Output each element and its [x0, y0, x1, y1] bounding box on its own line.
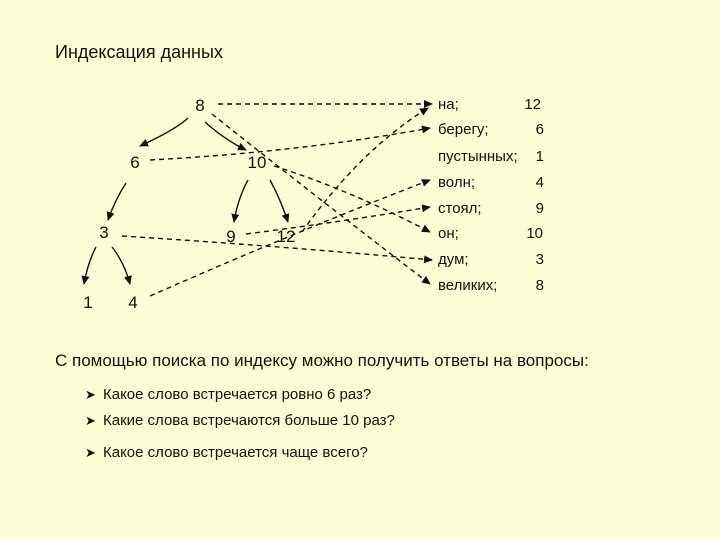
index-count: 6 [535, 121, 544, 138]
index-word: великих; [438, 277, 498, 294]
question-text: Какое слово встречается чаще всего? [103, 444, 368, 461]
question-item [85, 411, 395, 437]
index-count: 1 [535, 148, 544, 165]
edge-3-1 [84, 247, 96, 284]
index-count: 3 [535, 251, 544, 268]
tree-node-3: 3 [99, 223, 109, 242]
tree-node-6: 6 [130, 153, 140, 172]
tree-node-12: 12 [276, 227, 296, 246]
edge-8-10 [205, 122, 246, 150]
index-word: берегу; [438, 121, 489, 138]
tree-node-10: 10 [247, 153, 267, 172]
tree-node-4: 4 [128, 293, 138, 312]
index-word: волн; [438, 174, 476, 191]
index-word: пустынных; [438, 148, 518, 165]
index-count: 8 [535, 277, 544, 294]
question-text: Какие слова встречаются больше 10 раз? [103, 412, 395, 429]
questions-intro: С помощью поиска по индексу можно получить ответы на вопросы: [55, 351, 589, 370]
index-count: 12 [524, 96, 541, 113]
arrow-bullet-icon: ➤ [85, 413, 96, 428]
edge-3-4 [112, 247, 130, 284]
question-item [85, 443, 395, 469]
arrow-bullet-icon: ➤ [85, 387, 96, 402]
tree-node-1: 1 [83, 293, 93, 312]
link-12-na [302, 108, 428, 232]
link-6-beregu [150, 128, 430, 160]
slide-title: Индексация данных [55, 42, 223, 62]
question-text: Какое слово встречается ровно 6 раз? [103, 386, 372, 403]
arrow-bullet-icon: ➤ [85, 445, 96, 460]
edge-10-12 [270, 180, 288, 222]
index-count: 4 [535, 174, 544, 191]
edge-6-3 [108, 183, 126, 220]
index-word: стоял; [438, 200, 482, 217]
index-word: на; [438, 96, 459, 113]
link-8-velikikh [212, 114, 430, 284]
index-word: дум; [438, 251, 469, 268]
tree-node-9: 9 [226, 227, 236, 246]
question-item [85, 385, 395, 411]
edge-10-9 [234, 180, 248, 222]
edge-8-6 [140, 118, 188, 146]
index-count: 9 [535, 200, 544, 217]
index-count: 10 [526, 225, 543, 242]
index-word: он; [438, 225, 459, 242]
tree-node-8: 8 [195, 96, 205, 115]
questions-list [85, 385, 395, 469]
